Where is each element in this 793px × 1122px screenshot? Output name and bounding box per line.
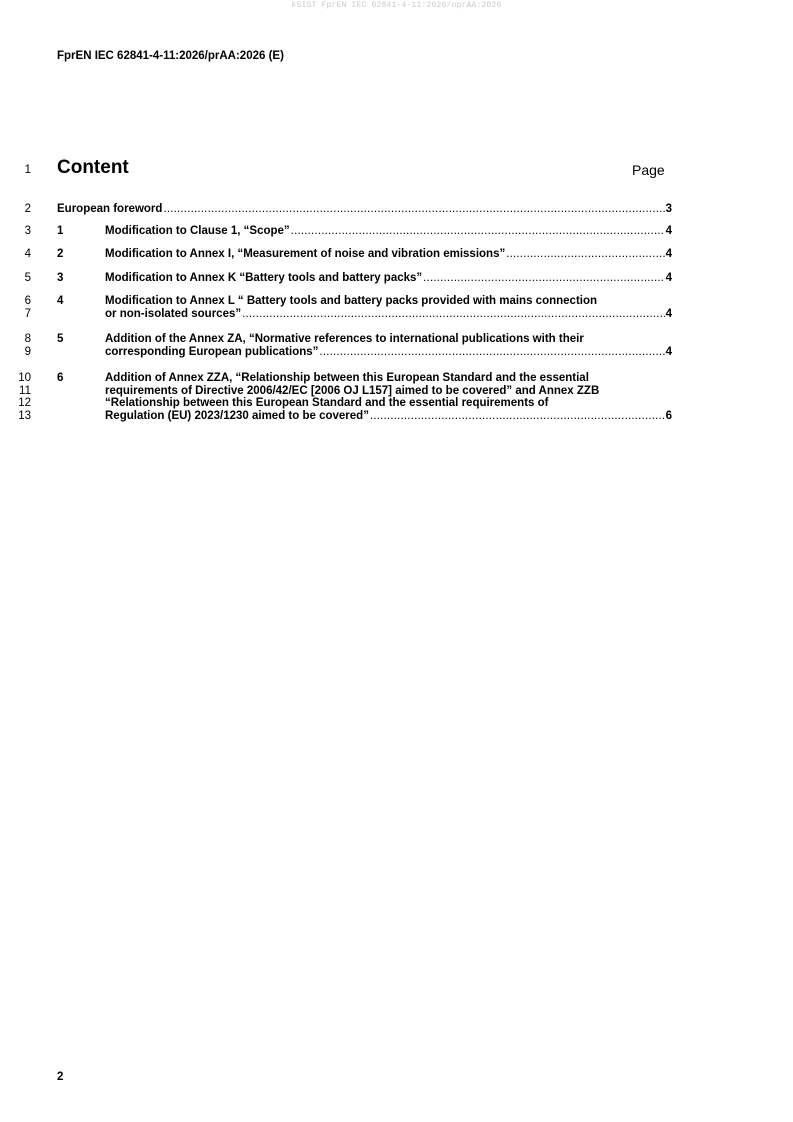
toc-entry-title: European foreword [57, 203, 163, 215]
toc-entry-title: corresponding European publications” [105, 345, 319, 358]
toc-entry-title: Modification to Clause 1, “Scope” [105, 225, 290, 237]
line-number: 4 [24, 248, 31, 260]
toc-page-number: 6 [665, 409, 672, 422]
toc-page-number: 3 [665, 203, 672, 215]
toc-leader-dots [423, 272, 664, 285]
line-number: 3 [24, 225, 31, 237]
toc-entry-4[interactable] [57, 295, 672, 320]
toc-entry-title-line: Addition of Annex ZZA, “Relationship between this European Standard and the essential [105, 372, 589, 384]
line-number: 1 [24, 164, 31, 176]
toc-leader-dots [370, 410, 665, 423]
toc-entry-number: 5 [57, 333, 64, 345]
toc-entry-number: 1 [57, 225, 64, 237]
watermark: kSIST FprEN IEC 62841-4-11:2026/oprAA:2026 [291, 1, 502, 10]
toc-entry-title: Modification to Annex K “Battery tools and battery packs” [105, 272, 423, 284]
content-heading: Content [57, 157, 129, 178]
toc-entry-number: 3 [57, 272, 64, 284]
toc-leader-dots [291, 225, 665, 238]
toc-entry-3[interactable] [57, 272, 672, 285]
toc-entry-title-line: “Relationship between this European Standard and the essential requirements of [105, 397, 549, 409]
line-number: 2 [24, 203, 31, 215]
toc-entry-title: Modification to Annex I, “Measurement of noise and vibration emissions” [105, 248, 506, 260]
toc-entry-title-line: Addition of the Annex ZA, “Normative references to international publications with their [105, 333, 584, 345]
toc-entry-foreword[interactable] [57, 203, 672, 216]
toc-leader-dots [506, 248, 664, 261]
toc-entry-title: Regulation (EU) 2023/1230 aimed to be covered” [105, 409, 369, 422]
line-number: 7 [24, 308, 31, 320]
toc-entry-1[interactable] [57, 225, 672, 238]
toc-page-number: 4 [665, 307, 672, 320]
toc-entry-number: 6 [57, 372, 64, 384]
toc-entry-title: or non-isolated sources” [105, 307, 242, 320]
toc-entry-6[interactable] [57, 372, 672, 422]
toc-entry-number: 4 [57, 295, 64, 307]
line-number: 9 [24, 346, 31, 358]
line-number: 8 [24, 333, 31, 345]
toc-page-number: 4 [665, 272, 672, 284]
line-number: 6 [24, 295, 31, 307]
toc-leader-dots [242, 308, 664, 321]
toc-page-number: 4 [665, 248, 672, 260]
toc-leader-dots [163, 203, 664, 216]
toc-page-number: 4 [665, 225, 672, 237]
document-header: FprEN IEC 62841-4-11:2026/prAA:2026 (E) [57, 50, 284, 62]
toc-page-number: 4 [665, 345, 672, 358]
toc-entry-5[interactable] [57, 333, 672, 358]
page-column-label: Page [632, 162, 665, 178]
toc-entry-title-line: Modification to Annex L “ Battery tools and battery packs provided with mains connection [105, 295, 598, 307]
toc-entry-2[interactable] [57, 248, 672, 261]
line-number: 5 [24, 272, 31, 284]
toc-entry-title-line: requirements of Directive 2006/42/EC [2006 OJ L157] aimed to be covered” and Annex ZZB [105, 384, 600, 397]
line-number: 10 [18, 372, 31, 384]
line-number: 13 [18, 410, 31, 422]
line-number: 11 [19, 385, 31, 397]
toc-leader-dots [319, 346, 664, 359]
line-number: 12 [18, 397, 31, 409]
toc-entry-number: 2 [57, 248, 64, 260]
footer-page-number: 2 [57, 1071, 64, 1083]
